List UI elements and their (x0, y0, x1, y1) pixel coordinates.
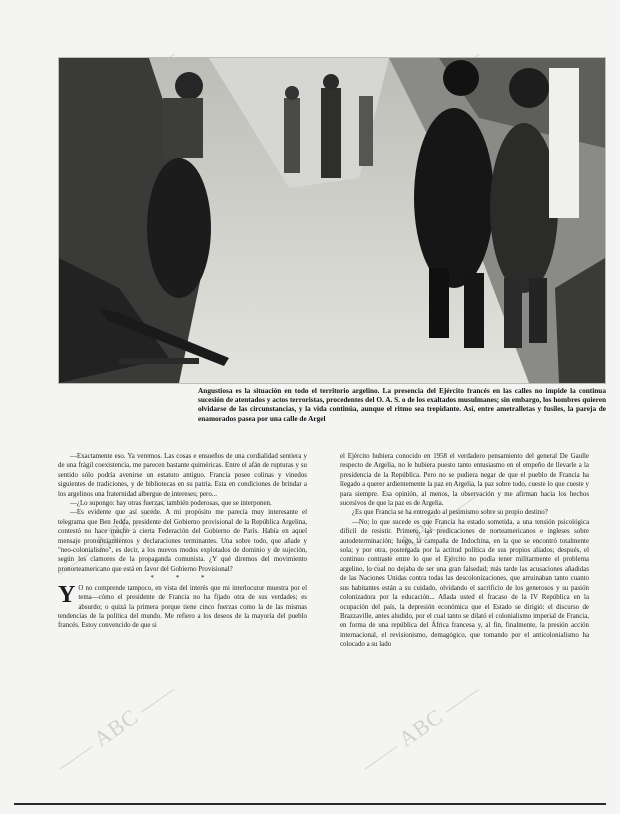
drop-cap: Y (58, 581, 76, 608)
watermark: ABC (351, 674, 491, 783)
paragraph: —Es evidente que así sucede. A mi propósito me parecía muy interesante el telegrama que Ben Jedda, presidente del Gobierno provisional de la República Argelina, contestó no hace mucho a cierta Federación del Gobierno de París. Había en aquel mensaje pronunciamientos y declaraciones terminantes. Una sobre todo, que añade y "neo-colonialismo", es decir, a los nuevos modos explotados de dominio y de sujeción, según los clamores de la propaganda comunista. ¿Y qué diremos del movimiento pronorteamericano que está en favor del Gobierno Provisional? (58, 509, 307, 573)
watermark: ABC (351, 479, 491, 588)
street-photograph (58, 57, 606, 384)
paragraph: el Ejército hubiera conocido en 1958 el verdadero pensamiento del general De Gaulle respecto de Argelia, no le hubiera puesto tanto entusiasmo en el empeño de llevarle a la presidencia de la República. Pero no se pudiera negar de que el pueblo de Francia ha llegado a querer ardientemente la paz en Argelia, la paz sobre todo, cueste lo que cueste y para siempre. Esa opinión, al menos, la observación y me afirman hacia los hechos sucesivos de que la paz es de Argelia. (340, 453, 589, 508)
paragraph: ¿Es que Francia se ha entregado al pesimismo sobre su propio destino? (352, 509, 548, 517)
paragraph: —No; lo que sucede es que Francia ha estado sometida, a una tensión psicológica difícil de resistir. Primero, las predicaciones de norteamericanos e ingleses sobre autodeterminación; luego, la campaña de Indochina, en la que se encontró totalmente sola; y por otra, postergada por la actitud política de sus propios aliados; después, el continuo contraste entre lo que el Ejército no podía tener militarmente el problema argelino, lo cual no dejaba de ser una gran falsedad; más tarde las acusaciones añadidas de las Naciones Unidas contra todas las descolonizaciones, que arruinaban tanto cuanto sus habitantes están a su cuidado, olvidando el sacrificio de los generosos y su pasión colonizadora por la educación... Añada usted el fracaso de la IV República en la ocupación del país, la depresión económica que el Estado se dirigió: el discurso de Brazzaville, antes aludido, por el cual tanto se dilató el colonialismo imperial de Francia, en forma de una república del África francesa y, al fin, finalmente, la presión acción internacional, el revisionismo, demagógico, que tomando por el anticolonialismo ha colocado a su lado (340, 518, 589, 649)
article-column-right (340, 452, 589, 782)
paragraph (58, 581, 307, 631)
photo-illustration (59, 58, 605, 383)
paragraph: —¿Lo supongo: hay otras fuerzas, también poderosas, que se interponen. (70, 500, 272, 508)
watermark: ABC (46, 479, 186, 588)
photo-caption: Angustiosa es la situación en todo el territorio argelino. La presencia del Ejército francés en las calles no impide la continua sucesión de atentados y actos terroristas, procedentes del O. A. S. o de los exaltados musulmanes; sin embargo, los hombres quieren olvidarse de las circunstancias, y la vida continúa, aunque el ritmo sea trepidante. Así, entre ametralletas y fusiles, la pareja de enamorados pasea por una calle de Argel (198, 386, 606, 423)
section-separator: * * * (150, 574, 215, 583)
paragraph: —Exactamente eso. Ya veremos. Las cosas e ensueños de una cordialidad sentiera y de una frágil coexistencia, me parecen bastante quiméricas. Entre el afán de rupturas y su sentido sólo podría avenirse un estatuto antiguo. Francia posee colinas y vinedos siguientes de tradiciones, y de bibliotecas en su patria. Esta en condiciones de brindar a los argelinos una fraternidad albergue de intereses; pero... (58, 453, 307, 498)
bottom-rule (14, 803, 606, 805)
watermark: ABC (46, 674, 186, 783)
article-column-left (58, 452, 307, 792)
paragraph-text: O no comprende tampoco, en vista del interés que mi interlocutor muestra por el tema—cómo el presidente de Francia no ha fijado otra de sus verdades; es absurdo; o quizá la primera porque tiene cinco fuerzas como la de las mismas tendencias de la política del mundo. Me refiero a los deseos de la mayoría del pueblo francés. Estoy convencido de que si (58, 584, 307, 630)
